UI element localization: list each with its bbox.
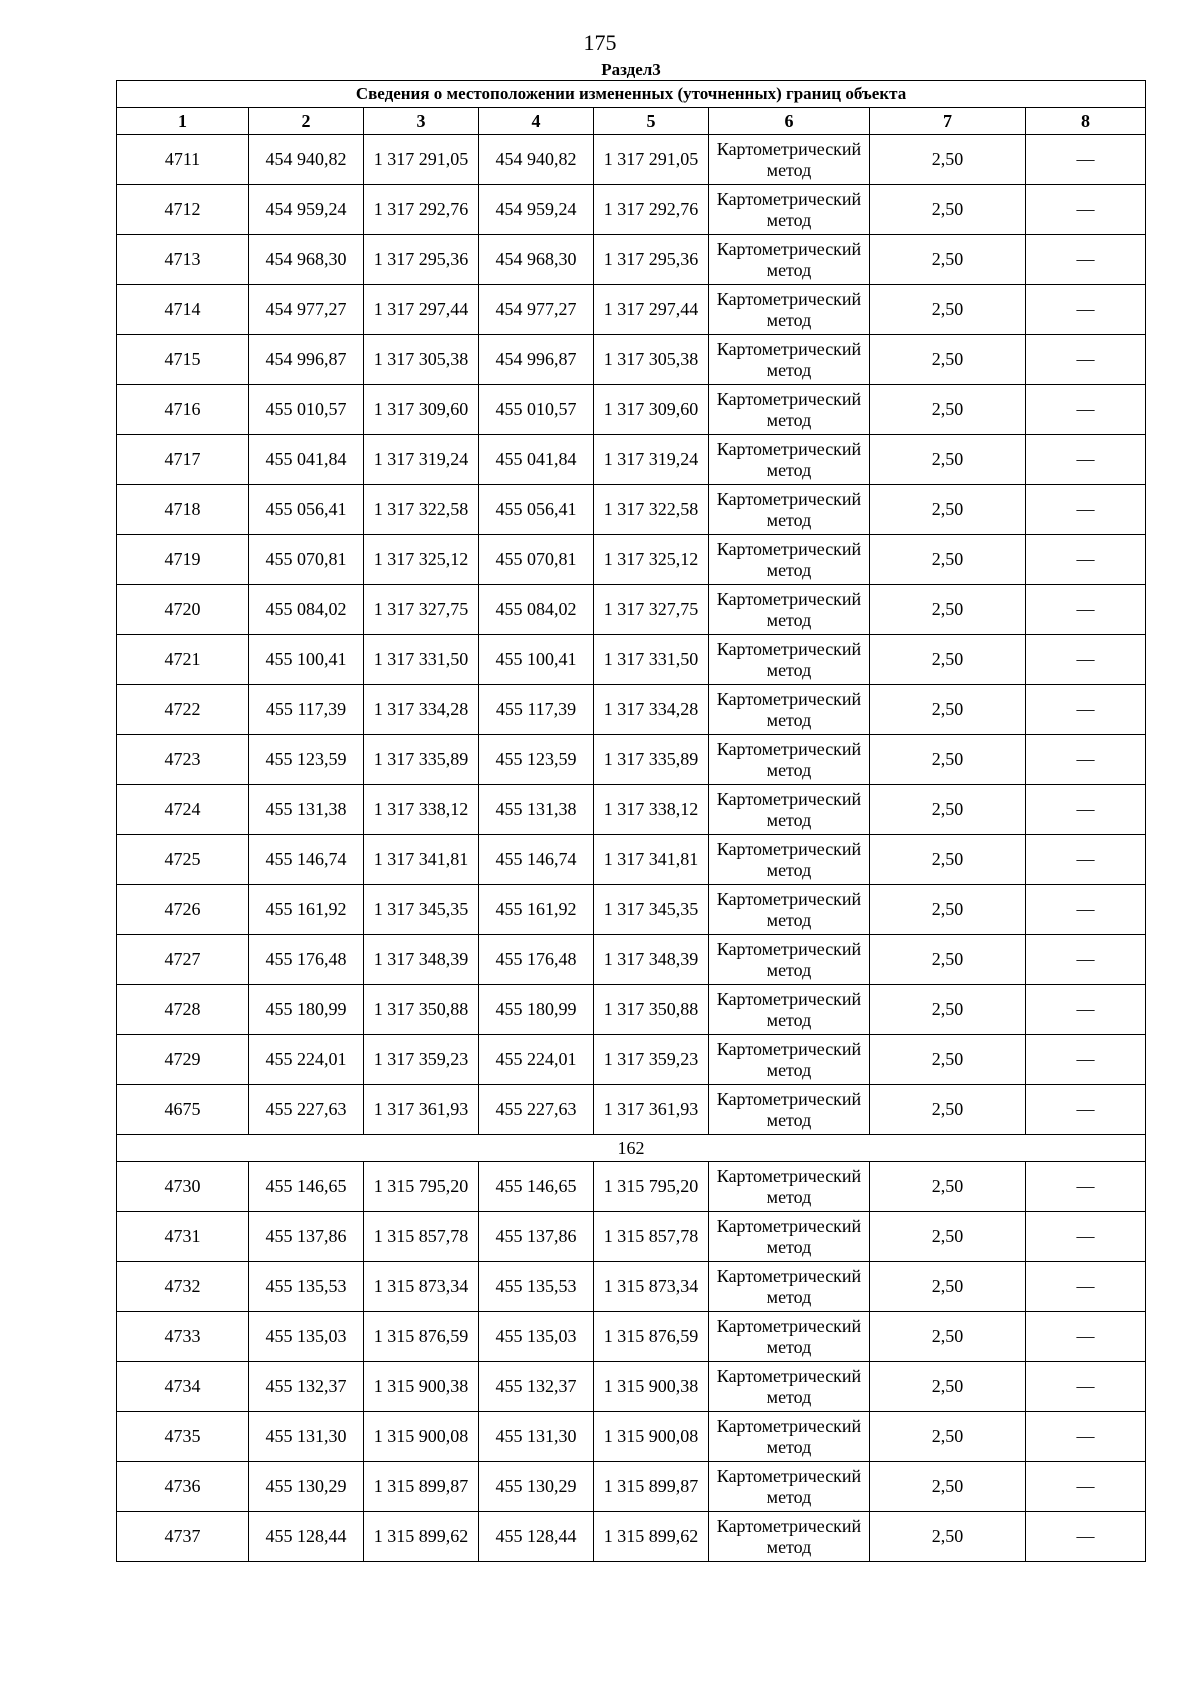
method-cell: Картометрический метод (709, 1512, 870, 1562)
group-b-body (117, 1162, 1146, 1562)
point-number-cell: 4723 (117, 735, 249, 785)
x-old-cell: 454 940,82 (249, 135, 364, 185)
y-old-cell: 1 317 345,35 (364, 885, 479, 935)
description-cell: — (1026, 1035, 1146, 1085)
accuracy-cell: 2,50 (870, 735, 1026, 785)
point-number-cell: 4713 (117, 235, 249, 285)
method-cell: Картометрический метод (709, 835, 870, 885)
y-new-cell: 1 317 325,12 (594, 535, 709, 585)
x-new-cell: 454 996,87 (479, 335, 594, 385)
table-row (117, 685, 1146, 735)
method-cell: Картометрический метод (709, 635, 870, 685)
method-cell: Картометрический метод (709, 335, 870, 385)
method-cell: Картометрический метод (709, 135, 870, 185)
table-row (117, 135, 1146, 185)
description-cell: — (1026, 635, 1146, 685)
y-old-cell: 1 317 325,12 (364, 535, 479, 585)
table-row (117, 1262, 1146, 1312)
table-row (117, 185, 1146, 235)
accuracy-cell: 2,50 (870, 1412, 1026, 1462)
description-cell: — (1026, 1462, 1146, 1512)
column-header: 3 (364, 108, 479, 135)
point-number-cell: 4714 (117, 285, 249, 335)
table-row (117, 935, 1146, 985)
accuracy-cell: 2,50 (870, 1462, 1026, 1512)
table-row (117, 785, 1146, 835)
table-row (117, 1085, 1146, 1135)
accuracy-cell: 2,50 (870, 185, 1026, 235)
method-cell: Картометрический метод (709, 1362, 870, 1412)
table-row (117, 1512, 1146, 1562)
x-new-cell: 455 041,84 (479, 435, 594, 485)
method-cell: Картометрический метод (709, 1085, 870, 1135)
method-cell: Картометрический метод (709, 385, 870, 435)
x-new-cell: 455 224,01 (479, 1035, 594, 1085)
x-new-cell: 455 070,81 (479, 535, 594, 585)
y-old-cell: 1 315 899,62 (364, 1512, 479, 1562)
table-row (117, 485, 1146, 535)
x-old-cell: 455 227,63 (249, 1085, 364, 1135)
x-new-cell: 455 010,57 (479, 385, 594, 435)
table-row (117, 535, 1146, 585)
table-row (117, 635, 1146, 685)
x-new-cell: 455 180,99 (479, 985, 594, 1035)
method-cell: Картометрический метод (709, 935, 870, 985)
description-cell: — (1026, 735, 1146, 785)
x-old-cell: 455 117,39 (249, 685, 364, 735)
x-new-cell: 455 176,48 (479, 935, 594, 985)
point-number-cell: 4718 (117, 485, 249, 535)
y-new-cell: 1 317 295,36 (594, 235, 709, 285)
y-old-cell: 1 317 309,60 (364, 385, 479, 435)
y-new-cell: 1 317 322,58 (594, 485, 709, 535)
description-cell: — (1026, 235, 1146, 285)
x-old-cell: 455 137,86 (249, 1212, 364, 1262)
x-new-cell: 454 968,30 (479, 235, 594, 285)
description-cell: — (1026, 1085, 1146, 1135)
y-old-cell: 1 315 857,78 (364, 1212, 479, 1262)
point-number-cell: 4719 (117, 535, 249, 585)
x-new-cell: 455 100,41 (479, 635, 594, 685)
table-title: Сведения о местоположении измененных (уточненных) границ объекта (117, 81, 1146, 108)
point-number-cell: 4717 (117, 435, 249, 485)
method-cell: Картометрический метод (709, 285, 870, 335)
y-old-cell: 1 317 319,24 (364, 435, 479, 485)
accuracy-cell: 2,50 (870, 935, 1026, 985)
x-old-cell: 455 132,37 (249, 1362, 364, 1412)
point-number-cell: 4726 (117, 885, 249, 935)
x-old-cell: 455 131,38 (249, 785, 364, 835)
table-row (117, 1462, 1146, 1512)
y-old-cell: 1 315 876,59 (364, 1312, 479, 1362)
y-new-cell: 1 317 319,24 (594, 435, 709, 485)
y-new-cell: 1 317 335,89 (594, 735, 709, 785)
x-old-cell: 455 100,41 (249, 635, 364, 685)
point-number-cell: 4732 (117, 1262, 249, 1312)
x-old-cell: 455 041,84 (249, 435, 364, 485)
description-cell: — (1026, 335, 1146, 385)
description-cell: — (1026, 135, 1146, 185)
accuracy-cell: 2,50 (870, 135, 1026, 185)
method-cell: Картометрический метод (709, 185, 870, 235)
y-old-cell: 1 317 292,76 (364, 185, 479, 235)
column-header: 5 (594, 108, 709, 135)
x-new-cell: 455 084,02 (479, 585, 594, 635)
x-old-cell: 455 146,65 (249, 1162, 364, 1212)
x-new-cell: 454 940,82 (479, 135, 594, 185)
accuracy-cell: 2,50 (870, 885, 1026, 935)
y-old-cell: 1 317 297,44 (364, 285, 479, 335)
x-new-cell: 455 146,74 (479, 835, 594, 885)
method-cell: Картометрический метод (709, 985, 870, 1035)
point-number-cell: 4735 (117, 1412, 249, 1462)
y-old-cell: 1 315 899,87 (364, 1462, 479, 1512)
x-old-cell: 455 176,48 (249, 935, 364, 985)
y-old-cell: 1 315 900,08 (364, 1412, 479, 1462)
x-new-cell: 455 135,53 (479, 1262, 594, 1312)
accuracy-cell: 2,50 (870, 1035, 1026, 1085)
description-cell: — (1026, 1512, 1146, 1562)
table-row (117, 235, 1146, 285)
y-old-cell: 1 317 359,23 (364, 1035, 479, 1085)
x-old-cell: 454 977,27 (249, 285, 364, 335)
column-header: 4 (479, 108, 594, 135)
accuracy-cell: 2,50 (870, 1162, 1026, 1212)
description-cell: — (1026, 1162, 1146, 1212)
group-b-header (117, 1135, 1146, 1162)
y-new-cell: 1 317 348,39 (594, 935, 709, 985)
group-label-row (117, 1135, 1146, 1162)
y-old-cell: 1 315 873,34 (364, 1262, 479, 1312)
method-cell: Картометрический метод (709, 585, 870, 635)
x-old-cell: 455 131,30 (249, 1412, 364, 1462)
x-old-cell: 455 070,81 (249, 535, 364, 585)
x-old-cell: 454 959,24 (249, 185, 364, 235)
accuracy-cell: 2,50 (870, 235, 1026, 285)
table-row (117, 1312, 1146, 1362)
method-cell: Картометрический метод (709, 1412, 870, 1462)
table-row (117, 885, 1146, 935)
accuracy-cell: 2,50 (870, 1312, 1026, 1362)
description-cell: — (1026, 835, 1146, 885)
y-old-cell: 1 317 334,28 (364, 685, 479, 735)
group-label: 162 (117, 1135, 1146, 1162)
y-new-cell: 1 315 900,38 (594, 1362, 709, 1412)
x-old-cell: 455 084,02 (249, 585, 364, 635)
x-old-cell: 455 135,53 (249, 1262, 364, 1312)
x-new-cell: 455 135,03 (479, 1312, 594, 1362)
y-new-cell: 1 315 900,08 (594, 1412, 709, 1462)
point-number-cell: 4730 (117, 1162, 249, 1212)
x-new-cell: 455 137,86 (479, 1212, 594, 1262)
y-new-cell: 1 315 876,59 (594, 1312, 709, 1362)
point-number-cell: 4733 (117, 1312, 249, 1362)
accuracy-cell: 2,50 (870, 835, 1026, 885)
x-new-cell: 455 130,29 (479, 1462, 594, 1512)
x-old-cell: 455 130,29 (249, 1462, 364, 1512)
accuracy-cell: 2,50 (870, 1212, 1026, 1262)
description-cell: — (1026, 385, 1146, 435)
column-header: 6 (709, 108, 870, 135)
method-cell: Картометрический метод (709, 685, 870, 735)
point-number-cell: 4712 (117, 185, 249, 235)
accuracy-cell: 2,50 (870, 685, 1026, 735)
table-row (117, 1412, 1146, 1462)
y-new-cell: 1 315 795,20 (594, 1162, 709, 1212)
y-new-cell: 1 317 334,28 (594, 685, 709, 735)
point-number-cell: 4736 (117, 1462, 249, 1512)
page-number: 175 (583, 30, 617, 55)
description-cell: — (1026, 935, 1146, 985)
description-cell: — (1026, 985, 1146, 1035)
method-cell: Картометрический метод (709, 1035, 870, 1085)
point-number-cell: 4721 (117, 635, 249, 685)
accuracy-cell: 2,50 (870, 635, 1026, 685)
description-cell: — (1026, 435, 1146, 485)
y-old-cell: 1 317 341,81 (364, 835, 479, 885)
method-cell: Картометрический метод (709, 1162, 870, 1212)
y-new-cell: 1 317 309,60 (594, 385, 709, 435)
y-old-cell: 1 317 327,75 (364, 585, 479, 635)
table-row (117, 1035, 1146, 1085)
point-number-cell: 4675 (117, 1085, 249, 1135)
x-new-cell: 455 131,38 (479, 785, 594, 835)
table-row (117, 1362, 1146, 1412)
x-new-cell: 455 227,63 (479, 1085, 594, 1135)
description-cell: — (1026, 185, 1146, 235)
y-old-cell: 1 317 305,38 (364, 335, 479, 385)
method-cell: Картометрический метод (709, 435, 870, 485)
x-old-cell: 455 056,41 (249, 485, 364, 535)
description-cell: — (1026, 1412, 1146, 1462)
y-new-cell: 1 317 338,12 (594, 785, 709, 835)
y-new-cell: 1 315 899,62 (594, 1512, 709, 1562)
point-number-cell: 4715 (117, 335, 249, 385)
column-header: 8 (1026, 108, 1146, 135)
point-number-cell: 4729 (117, 1035, 249, 1085)
x-new-cell: 455 161,92 (479, 885, 594, 935)
y-old-cell: 1 317 338,12 (364, 785, 479, 835)
point-number-cell: 4716 (117, 385, 249, 435)
y-new-cell: 1 317 331,50 (594, 635, 709, 685)
y-old-cell: 1 317 335,89 (364, 735, 479, 785)
y-new-cell: 1 315 873,34 (594, 1262, 709, 1312)
x-new-cell: 455 131,30 (479, 1412, 594, 1462)
table-row (117, 1162, 1146, 1212)
method-cell: Картометрический метод (709, 1312, 870, 1362)
table-row (117, 735, 1146, 785)
x-new-cell: 455 117,39 (479, 685, 594, 735)
table-row (117, 285, 1146, 335)
point-number-cell: 4734 (117, 1362, 249, 1412)
method-cell: Картометрический метод (709, 1262, 870, 1312)
y-old-cell: 1 317 361,93 (364, 1085, 479, 1135)
group-a-body (117, 135, 1146, 1135)
method-cell: Картометрический метод (709, 785, 870, 835)
x-old-cell: 455 135,03 (249, 1312, 364, 1362)
accuracy-cell: 2,50 (870, 535, 1026, 585)
y-old-cell: 1 317 295,36 (364, 235, 479, 285)
accuracy-cell: 2,50 (870, 435, 1026, 485)
point-number-cell: 4724 (117, 785, 249, 835)
x-old-cell: 454 996,87 (249, 335, 364, 385)
point-number-cell: 4731 (117, 1212, 249, 1262)
table-row (117, 1212, 1146, 1262)
accuracy-cell: 2,50 (870, 1262, 1026, 1312)
point-number-cell: 4711 (117, 135, 249, 185)
y-old-cell: 1 317 322,58 (364, 485, 479, 535)
table-row (117, 335, 1146, 385)
table-row (117, 385, 1146, 435)
x-new-cell: 454 977,27 (479, 285, 594, 335)
accuracy-cell: 2,50 (870, 1362, 1026, 1412)
y-new-cell: 1 315 899,87 (594, 1462, 709, 1512)
table-row (117, 835, 1146, 885)
description-cell: — (1026, 885, 1146, 935)
x-old-cell: 455 224,01 (249, 1035, 364, 1085)
accuracy-cell: 2,50 (870, 985, 1026, 1035)
description-cell: — (1026, 1212, 1146, 1262)
accuracy-cell: 2,50 (870, 335, 1026, 385)
x-new-cell: 455 128,44 (479, 1512, 594, 1562)
accuracy-cell: 2,50 (870, 385, 1026, 435)
x-old-cell: 455 010,57 (249, 385, 364, 435)
y-old-cell: 1 317 350,88 (364, 985, 479, 1035)
y-new-cell: 1 317 292,76 (594, 185, 709, 235)
description-cell: — (1026, 1312, 1146, 1362)
point-number-cell: 4737 (117, 1512, 249, 1562)
y-new-cell: 1 317 297,44 (594, 285, 709, 335)
description-cell: — (1026, 685, 1146, 735)
accuracy-cell: 2,50 (870, 485, 1026, 535)
table-row (117, 585, 1146, 635)
y-new-cell: 1 317 345,35 (594, 885, 709, 935)
y-new-cell: 1 317 361,93 (594, 1085, 709, 1135)
description-cell: — (1026, 1362, 1146, 1412)
description-cell: — (1026, 785, 1146, 835)
x-old-cell: 455 123,59 (249, 735, 364, 785)
table-row (117, 435, 1146, 485)
accuracy-cell: 2,50 (870, 1085, 1026, 1135)
accuracy-cell: 2,50 (870, 785, 1026, 835)
column-header-row (117, 108, 1146, 135)
point-number-cell: 4725 (117, 835, 249, 885)
description-cell: — (1026, 535, 1146, 585)
x-new-cell: 455 123,59 (479, 735, 594, 785)
description-cell: — (1026, 1262, 1146, 1312)
point-number-cell: 4720 (117, 585, 249, 635)
column-header: 1 (117, 108, 249, 135)
y-old-cell: 1 315 900,38 (364, 1362, 479, 1412)
coordinates-table (116, 80, 1146, 1562)
y-new-cell: 1 317 350,88 (594, 985, 709, 1035)
accuracy-cell: 2,50 (870, 285, 1026, 335)
accuracy-cell: 2,50 (870, 585, 1026, 635)
y-old-cell: 1 317 331,50 (364, 635, 479, 685)
y-new-cell: 1 317 291,05 (594, 135, 709, 185)
x-old-cell: 455 180,99 (249, 985, 364, 1035)
method-cell: Картометрический метод (709, 535, 870, 585)
method-cell: Картометрический метод (709, 1212, 870, 1262)
description-cell: — (1026, 285, 1146, 335)
y-old-cell: 1 317 291,05 (364, 135, 479, 185)
method-cell: Картометрический метод (709, 885, 870, 935)
description-cell: — (1026, 585, 1146, 635)
x-new-cell: 454 959,24 (479, 185, 594, 235)
y-new-cell: 1 317 341,81 (594, 835, 709, 885)
y-old-cell: 1 315 795,20 (364, 1162, 479, 1212)
x-new-cell: 455 056,41 (479, 485, 594, 535)
x-old-cell: 455 146,74 (249, 835, 364, 885)
accuracy-cell: 2,50 (870, 1512, 1026, 1562)
y-new-cell: 1 317 359,23 (594, 1035, 709, 1085)
point-number-cell: 4727 (117, 935, 249, 985)
y-new-cell: 1 317 327,75 (594, 585, 709, 635)
method-cell: Картометрический метод (709, 1462, 870, 1512)
section-label: Раздел3 (601, 60, 661, 79)
point-number-cell: 4722 (117, 685, 249, 735)
method-cell: Картометрический метод (709, 485, 870, 535)
x-new-cell: 455 132,37 (479, 1362, 594, 1412)
table-row (117, 985, 1146, 1035)
column-header: 7 (870, 108, 1026, 135)
column-header: 2 (249, 108, 364, 135)
x-old-cell: 454 968,30 (249, 235, 364, 285)
y-new-cell: 1 315 857,78 (594, 1212, 709, 1262)
x-old-cell: 455 128,44 (249, 1512, 364, 1562)
description-cell: — (1026, 485, 1146, 535)
method-cell: Картометрический метод (709, 735, 870, 785)
point-number-cell: 4728 (117, 985, 249, 1035)
x-new-cell: 455 146,65 (479, 1162, 594, 1212)
x-old-cell: 455 161,92 (249, 885, 364, 935)
table-title-row (117, 81, 1146, 108)
y-new-cell: 1 317 305,38 (594, 335, 709, 385)
method-cell: Картометрический метод (709, 235, 870, 285)
y-old-cell: 1 317 348,39 (364, 935, 479, 985)
